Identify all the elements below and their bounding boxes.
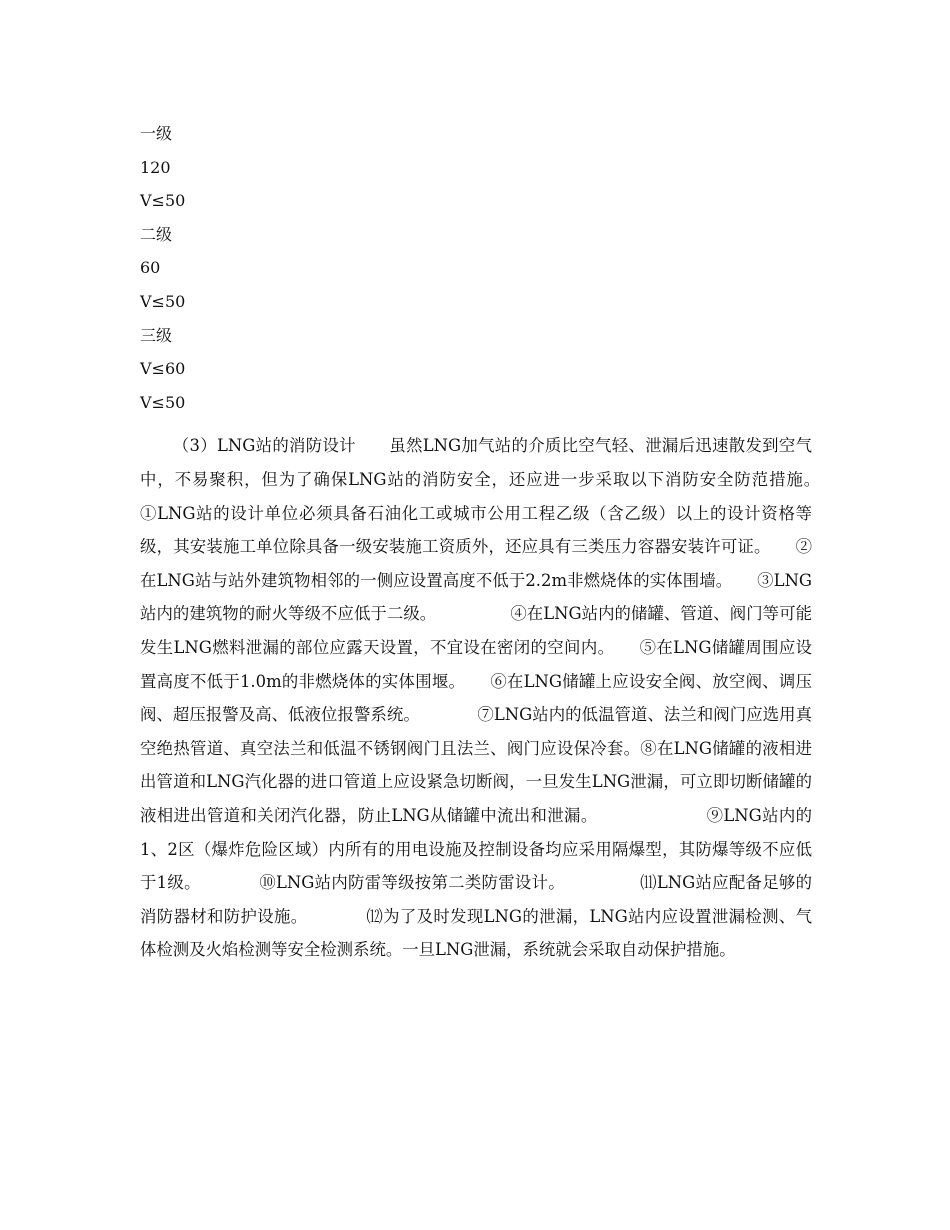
list-item: V≤50 [140, 191, 186, 211]
list-item: 二级 [140, 224, 173, 244]
list-item: 三级 [140, 325, 173, 345]
list-item: V≤60 [140, 359, 186, 379]
list-item: V≤50 [140, 392, 186, 412]
fire-protection-paragraph: （3）LNG站的消防设计 虽然LNG加气站的介质比空气轻、泄漏后迅速散发到空气中，不易聚积，但为了确保LNG站的消防安全，还应进一步采取以下消防安全防范措施。 ①LNG站的设计单位必须具备石油化工或城市公用工程乙级（含乙级）以上的设计资格等级，其安装施工单位除具备一级安装施工资质外，还应具有三类压力容器安装许可证。 ②在LNG站与站外建筑物相邻的一侧应设置高度不低于2.2m非燃烧体的实体围墙。 ③LNG站内的建筑物的耐火等级不应低于二级。 ④在LNG站内的储罐、管道、阀门等可能发生LNG燃料泄漏的部位应露天设置，不宜设在密闭的空间内。 ⑤在LNG储罐周围应设置高度不低于1.0m的非燃烧体的实体围堰。 ⑥在LNG储罐上应设安全阀、放空阀、调压阀、超压报警及高、低液位报警系统。 ⑦LNG站内的低温管道、法兰和阀门应选用真空绝热管道、真空法兰和低温不锈钢阀门且法兰、阀门应设保冷套。⑧在LNG储罐的液相进出管道和LNG汽化器的进口管道上应设紧急切断阀，一旦发生LNG泄漏，可立即切断储罐的液相进出管道和关闭汽化器，防止LNG从储罐中流出和泄漏。 ⑨LNG站内的1、2区（爆炸危险区域）内所有的用电设施及控制设备均应采用隔爆型，其防爆等级不应低于1级。 ⑩LNG站内防雷等级按第二类防雷设计。 ⑾LNG站应配备足够的消防器材和防护设施。 ⑿为了及时发现LNG的泄漏，LNG站内应设置泄漏检测、气体检测及火焰检测等安全检测系统。一旦LNG泄漏，系统就会采取自动保护措施。 [140, 436, 894, 960]
list-item: V≤50 [140, 291, 186, 311]
table-values-list [140, 117, 820, 419]
list-item: 60 [140, 258, 161, 278]
list-item: 120 [140, 157, 171, 177]
list-item: 一级 [140, 124, 173, 143]
